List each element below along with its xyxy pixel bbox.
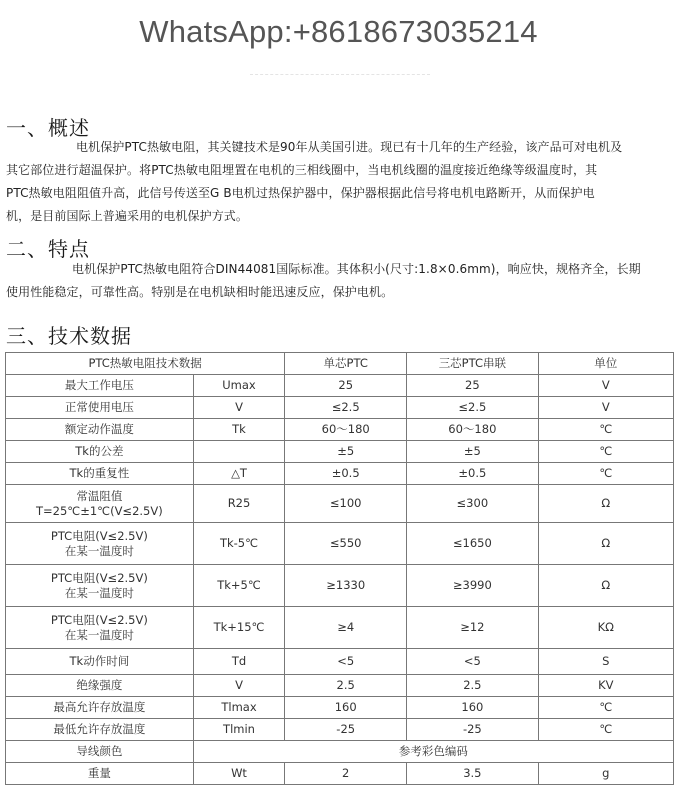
row-unit: ℃ <box>538 419 673 441</box>
row-symbol: V <box>193 397 285 419</box>
tech-data-table <box>5 352 674 785</box>
table-row <box>6 697 674 719</box>
table-row <box>6 485 674 523</box>
row-triple: ≤2.5 <box>407 397 538 419</box>
row-name <box>6 607 194 649</box>
features-paragraph <box>6 258 674 304</box>
row-name: Tk的公差 <box>6 441 194 463</box>
row-name: 正常使用电压 <box>6 397 194 419</box>
table-row <box>6 419 674 441</box>
header-single: 单芯PTC <box>285 353 407 375</box>
row-name: 导线颜色 <box>6 741 194 763</box>
row-unit: S <box>538 649 673 675</box>
row-name: Tk的重复性 <box>6 463 194 485</box>
features-line-1: 电机保护PTC热敏电阻符合DIN44081国际标准。其体积小(尺寸:1.8×0.6mm)，响应快，规格齐全，长期 <box>72 262 641 276</box>
row-merged-value: 参考彩色编码 <box>193 741 673 763</box>
divider <box>250 74 430 76</box>
table-row <box>6 719 674 741</box>
row-name: Tk动作时间 <box>6 649 194 675</box>
row-unit: Ω <box>538 523 673 565</box>
watermark-text: WhatsApp:+8618673035214 <box>139 14 538 49</box>
row-triple: -25 <box>407 719 538 741</box>
row-unit: KΩ <box>538 607 673 649</box>
row-symbol: Tlmax <box>193 697 285 719</box>
row-single: ≥4 <box>285 607 407 649</box>
row-triple: ±5 <box>407 441 538 463</box>
features-line-2: 使用性能稳定，可靠性高。特别是在电机缺相时能迅速反应，保护电机。 <box>6 285 394 299</box>
row-symbol: Tk-5℃ <box>193 523 285 565</box>
row-unit: ℃ <box>538 441 673 463</box>
overview-line-4: 机，是目前国际上普遍采用的电机保护方式。 <box>6 209 249 223</box>
row-single: -25 <box>285 719 407 741</box>
overview-line-3: PTC热敏电阻阻值升高，此信号传送至G B电机过热保护器中，保护器根据此信号将电机电路断开，从而保护电 <box>6 186 595 200</box>
row-symbol: Tk <box>193 419 285 441</box>
table-row <box>6 649 674 675</box>
row-name-line-1: PTC电阻(V≤2.5V) <box>50 570 148 585</box>
row-name: 最大工作电压 <box>6 375 194 397</box>
row-unit: Ω <box>538 565 673 607</box>
table-row <box>6 607 674 649</box>
row-symbol <box>193 441 285 463</box>
row-single: ≤100 <box>285 485 407 523</box>
row-triple: 3.5 <box>407 763 538 785</box>
table-row <box>6 441 674 463</box>
table-header-row <box>6 353 674 375</box>
row-triple: <5 <box>407 649 538 675</box>
row-name-line-1: PTC电阻(V≤2.5V) <box>50 612 148 627</box>
row-symbol: △T <box>193 463 285 485</box>
header-unit: 单位 <box>538 353 673 375</box>
row-unit: ℃ <box>538 719 673 741</box>
row-name <box>6 485 194 523</box>
row-single: <5 <box>285 649 407 675</box>
table-row <box>6 763 674 785</box>
row-triple: ≥3990 <box>407 565 538 607</box>
table-row <box>6 397 674 419</box>
row-name-line-2: 在某一温度时 <box>64 585 134 600</box>
header-triple: 三芯PTC串联 <box>407 353 538 375</box>
row-single: ≤2.5 <box>285 397 407 419</box>
row-unit: V <box>538 375 673 397</box>
row-single: 2.5 <box>285 675 407 697</box>
row-name-line-1: 常温阻值 <box>76 488 123 503</box>
table-row <box>6 675 674 697</box>
row-name: 额定动作温度 <box>6 419 194 441</box>
header-param: PTC热敏电阻技术数据 <box>6 353 285 375</box>
row-single: ±0.5 <box>285 463 407 485</box>
row-symbol: Tlmin <box>193 719 285 741</box>
row-single: ≥1330 <box>285 565 407 607</box>
section-heading-features: 二、特点 <box>6 237 90 261</box>
table-row <box>6 523 674 565</box>
table-row <box>6 741 674 763</box>
overview-paragraph <box>6 136 674 228</box>
row-triple: 25 <box>407 375 538 397</box>
row-single: 160 <box>285 697 407 719</box>
row-triple: 60～180 <box>407 419 538 441</box>
row-name: 最高允许存放温度 <box>6 697 194 719</box>
row-single: ≤550 <box>285 523 407 565</box>
row-single: 60～180 <box>285 419 407 441</box>
row-name: 绝缘强度 <box>6 675 194 697</box>
row-name: 最低允许存放温度 <box>6 719 194 741</box>
section-heading-tech-data: 三、技术数据 <box>6 324 132 348</box>
row-unit: KV <box>538 675 673 697</box>
row-unit: V <box>538 397 673 419</box>
table-row <box>6 375 674 397</box>
row-name <box>6 565 194 607</box>
row-triple: ≥12 <box>407 607 538 649</box>
row-unit: Ω <box>538 485 673 523</box>
row-single: 2 <box>285 763 407 785</box>
row-symbol: Umax <box>193 375 285 397</box>
overview-line-1: 电机保护PTC热敏电阻，其关键技术是90年从美国引进。现已有十几年的生产经验，该产品可对电机及 <box>76 140 623 154</box>
table-row <box>6 565 674 607</box>
overview-line-2: 其它部位进行超温保护。将PTC热敏电阻埋置在电机的三相线圈中，当电机线圈的温度接近绝缘等级温度时，其 <box>6 163 598 177</box>
row-symbol: Td <box>193 649 285 675</box>
row-unit: g <box>538 763 673 785</box>
row-name-line-2: 在某一温度时 <box>64 627 134 642</box>
row-single: 25 <box>285 375 407 397</box>
table-row <box>6 463 674 485</box>
row-unit: ℃ <box>538 463 673 485</box>
row-triple: 2.5 <box>407 675 538 697</box>
row-triple: ≤300 <box>407 485 538 523</box>
row-symbol: Wt <box>193 763 285 785</box>
row-triple: 160 <box>407 697 538 719</box>
row-symbol: R25 <box>193 485 285 523</box>
row-name <box>6 523 194 565</box>
row-symbol: Tk+15℃ <box>193 607 285 649</box>
row-unit: ℃ <box>538 697 673 719</box>
row-triple: ±0.5 <box>407 463 538 485</box>
row-name: 重量 <box>6 763 194 785</box>
row-symbol: V <box>193 675 285 697</box>
row-single: ±5 <box>285 441 407 463</box>
section-heading-overview: 一、概述 <box>6 116 90 140</box>
row-triple: ≤1650 <box>407 523 538 565</box>
row-name-line-2: 在某一温度时 <box>64 543 134 558</box>
row-symbol: Tk+5℃ <box>193 565 285 607</box>
row-name-line-1: PTC电阻(V≤2.5V) <box>50 528 148 543</box>
row-name-line-2: T=25℃±1℃(V≤2.5V) <box>36 503 163 518</box>
